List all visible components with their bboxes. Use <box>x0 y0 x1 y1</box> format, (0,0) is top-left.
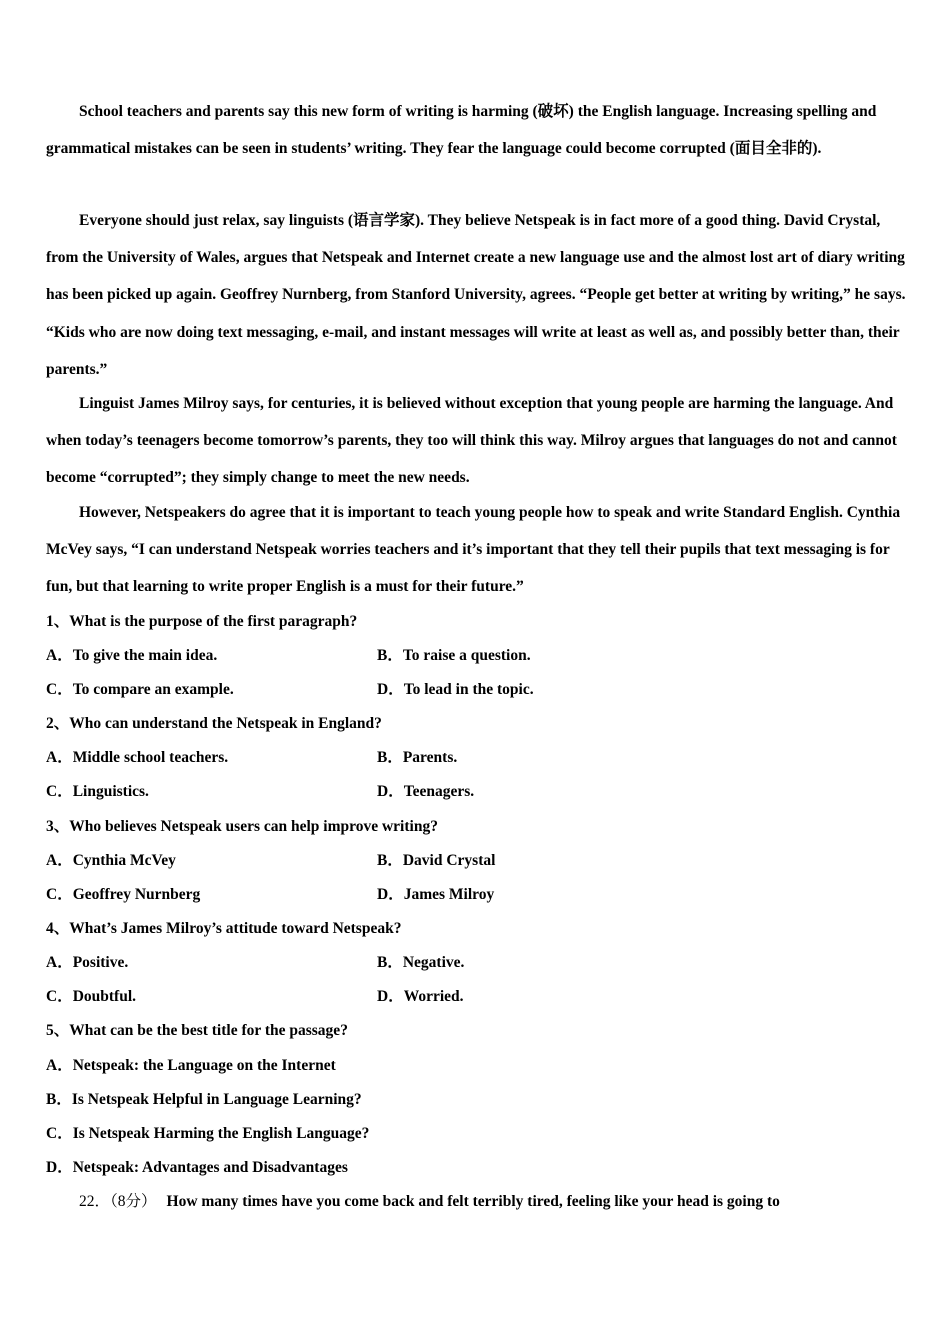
question-2-option-d[interactable]: D．Teenagers. <box>377 783 475 800</box>
question-4-stem: 4、What’s James Milroy’s attitude toward Netspeak? <box>46 920 402 937</box>
question-3-option-b[interactable]: B．David Crystal <box>377 852 496 869</box>
question-5-option-c[interactable]: C．Is Netspeak Harming the English Language? <box>46 1125 370 1142</box>
question-1-stem: 1、What is the purpose of the first paragraph? <box>46 613 358 630</box>
question-3-option-c[interactable]: C．Geoffrey Nurnberg <box>46 886 201 903</box>
question-3-option-a[interactable]: A．Cynthia McVey <box>46 852 176 869</box>
question-4-option-d[interactable]: D．Worried. <box>377 988 464 1005</box>
passage-paragraph-1: School teachers and parents say this new form of writing is harming (破坏) the English language. Increasing spelling and grammatical mistakes can be seen in students’ writing. They fear the language could become corrupted (面目全非的). <box>46 103 877 158</box>
question-1-option-c[interactable]: C．To compare an example. <box>46 681 234 698</box>
question-1-option-d[interactable]: D．To lead in the topic. <box>377 681 534 698</box>
next-section-intro <box>79 1192 780 1212</box>
question-4-option-b[interactable]: B．Negative. <box>377 954 465 971</box>
question-2-option-c[interactable]: C．Linguistics. <box>46 783 149 800</box>
question-3-option-d[interactable]: D．James Milroy <box>377 886 495 903</box>
next-section-text: How many times have you come back and felt terribly tired, feeling like your head is going to <box>166 1193 780 1210</box>
question-5-option-b[interactable]: B．Is Netspeak Helpful in Language Learning? <box>46 1091 362 1108</box>
question-2-stem: 2、Who can understand the Netspeak in England? <box>46 715 382 732</box>
question-5-option-a[interactable]: A．Netspeak: the Language on the Internet <box>46 1057 336 1074</box>
question-3-stem: 3、Who believes Netspeak users can help improve writing? <box>46 818 438 835</box>
question-4-option-c[interactable]: C．Doubtful. <box>46 988 137 1005</box>
question-1-option-b[interactable]: B．To raise a question. <box>377 647 531 664</box>
passage-paragraph-2: Everyone should just relax, say linguists (语言学家). They believe Netspeak is in fact more of a good thing. David Crystal, from the University of Wales, argues that Netspeak and Internet create a new language use and the almost lost art of diary writing has been picked up again. Geoffrey Nurnberg, from Stanford University, agrees. “People get better at writing by writing,” he says. “Kids who are now doing text messaging, e-mail, and instant messages will write at least as well as, and possibly better than, their parents.” <box>46 212 906 378</box>
passage-paragraph-3: Linguist James Milroy says, for centuries, it is believed without exception that young people are harming the language. And when today’s teenagers become tomorrow’s parents, they too will think this way. Milroy argues that languages do not and cannot become “corrupted”; they simply change to meet the new needs. <box>46 395 897 487</box>
question-5-stem: 5、What can be the best title for the passage? <box>46 1022 348 1039</box>
question-4-option-a[interactable]: A．Positive. <box>46 954 129 971</box>
question-1-option-a[interactable]: A．To give the main idea. <box>46 647 218 664</box>
next-section-number: 22．（8分） <box>79 1193 157 1210</box>
question-2-option-b[interactable]: B．Parents. <box>377 749 458 766</box>
question-5-option-d[interactable]: D．Netspeak: Advantages and Disadvantages <box>46 1159 348 1176</box>
passage-paragraph-4: However, Netspeakers do agree that it is important to teach young people how to speak and write Standard English. Cynthia McVey says, “I can understand Netspeak worries teachers and it’s important that they tell their pupils that text messaging is for fun, but that learning to write proper English is a must for their future.” <box>46 504 901 596</box>
question-2-option-a[interactable]: A．Middle school teachers. <box>46 749 229 766</box>
